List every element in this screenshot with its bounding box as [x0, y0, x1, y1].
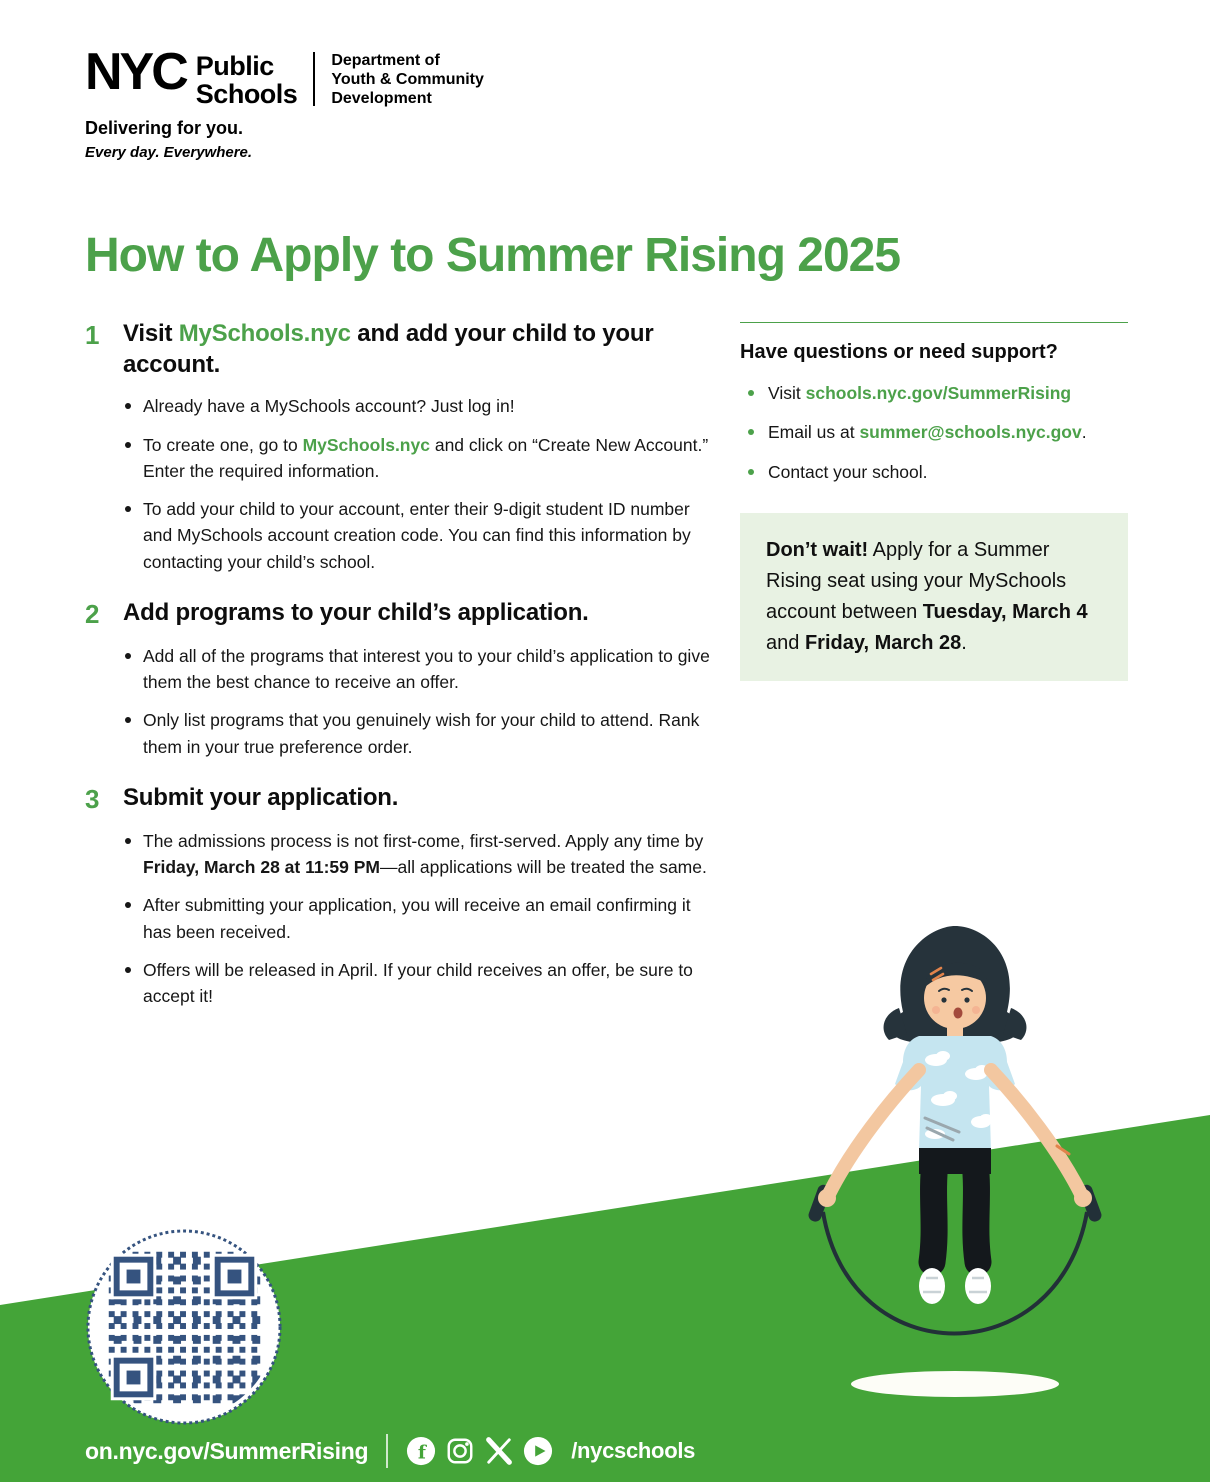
tagline: Delivering for you.	[85, 117, 244, 138]
text-segment: Already have a MySchools account? Just log in!	[143, 396, 515, 417]
link-text[interactable]: MySchools.nyc	[302, 434, 430, 455]
text-segment: To add your child to your account, enter their 9-digit student ID number and MySchools account creation code. You can find this information by contacting your child’s school.	[143, 499, 691, 572]
link-text[interactable]: schools.nyc.gov/SummerRising	[805, 383, 1072, 403]
step-1-bullets	[85, 393, 715, 575]
text-segment: Friday, March 28	[804, 631, 962, 654]
text-segment: Apply for a Summer Rising seat using your MySchools account between	[766, 538, 1067, 623]
footer-divider	[386, 1434, 388, 1468]
text-segment: Visit	[768, 383, 806, 403]
text-segment: Visit	[123, 320, 179, 347]
steps-column	[85, 318, 715, 1031]
step-number: 3	[85, 783, 100, 814]
department-text	[331, 50, 484, 109]
dept-line: Youth & Community	[331, 70, 484, 88]
public-word: Public	[195, 51, 274, 81]
facebook-icon[interactable]	[406, 1436, 436, 1466]
text-segment: Submit your application.	[123, 783, 399, 811]
step-heading	[123, 318, 675, 380]
support-contact-school	[742, 459, 1128, 485]
support-sidebar	[740, 322, 1128, 681]
jump-rope-girl-illustration	[795, 912, 1115, 1417]
qr-code	[85, 1228, 283, 1426]
text-segment: and click on “Create New Account.” Enter the required information.	[143, 434, 709, 481]
instagram-icon[interactable]	[445, 1436, 475, 1466]
bullet-item	[123, 892, 715, 945]
nyc-logo-text: NYC	[85, 43, 186, 101]
bullet-item	[123, 957, 715, 1010]
step-1	[85, 318, 715, 575]
text-segment: Add all of the programs that interest you to your child’s application to give them the best chance to receive an offer.	[143, 645, 710, 693]
step-2	[85, 597, 715, 760]
schools-word: Schools	[195, 78, 298, 109]
link-text[interactable]: MySchools.nyc	[178, 320, 351, 347]
text-segment: and	[766, 631, 805, 654]
qr-code-graphic	[85, 1228, 283, 1426]
text-segment: Email us at	[768, 422, 860, 443]
bullet-item	[123, 707, 715, 760]
step-heading	[123, 597, 589, 630]
svg-text:f: f	[418, 1441, 427, 1464]
footer-url[interactable]: on.nyc.gov/SummerRising	[85, 1437, 369, 1464]
text-segment: Friday, March 28 at 11:59 PM	[143, 857, 381, 878]
social-handle: /nycschools	[571, 1438, 696, 1463]
nyc-public-schools-logo	[85, 43, 484, 161]
text-segment: Don’t wait!	[766, 538, 869, 561]
step-2-bullets	[85, 643, 715, 760]
youtube-icon[interactable]	[523, 1436, 553, 1466]
text-segment: .	[1081, 422, 1087, 443]
dept-line: Department of	[331, 52, 440, 69]
text-segment: Contact your school.	[768, 461, 928, 482]
jump-rope-girl-graphic	[795, 912, 1115, 1417]
support-link-website[interactable]	[742, 380, 1128, 406]
bullet-item	[123, 643, 715, 696]
text-segment: Offers will be released in April. If your child receives an offer, be sure to accept it!	[143, 959, 693, 1007]
x-icon[interactable]	[484, 1436, 514, 1466]
text-segment: .	[961, 631, 967, 654]
deadline-callout	[740, 513, 1128, 681]
text-segment: To create one, go to	[143, 434, 303, 455]
step-3-bullets	[85, 828, 715, 1010]
bullet-item	[123, 393, 715, 419]
bullet-item	[123, 828, 715, 881]
link-text[interactable]: summer@schools.nyc.gov	[859, 422, 1082, 443]
support-links	[740, 380, 1128, 485]
logo-divider	[313, 52, 315, 106]
dept-line: Development	[331, 89, 432, 107]
text-segment: —all applications will be treated the same.	[380, 857, 707, 878]
public-schools-text	[196, 50, 298, 108]
text-segment: The admissions process is not first-come, first-served. Apply any time by	[143, 830, 704, 851]
text-segment: Add programs to your child’s application.	[123, 598, 589, 626]
bullet-item	[123, 432, 715, 485]
text-segment: Tuesday, March 4	[922, 600, 1088, 623]
footer	[85, 1430, 695, 1472]
sidebar-heading: Have questions or need support?	[740, 341, 1058, 363]
step-number: 1	[85, 320, 100, 350]
support-link-email[interactable]	[742, 419, 1128, 445]
page-title: How to Apply to Summer Rising 2025	[85, 229, 901, 282]
step-heading	[123, 782, 398, 815]
text-segment: and add your child to your account.	[123, 320, 654, 379]
bullet-item	[123, 496, 715, 575]
social-icons	[406, 1436, 553, 1466]
step-3	[85, 782, 715, 1010]
sub-tagline: Every day. Everywhere.	[85, 143, 253, 161]
sidebar-rule	[740, 322, 1128, 323]
step-number: 2	[85, 598, 100, 629]
text-segment: Only list programs that you genuinely wish for your child to attend. Rank them in your true preference order.	[143, 710, 700, 757]
text-segment: After submitting your application, you will receive an email confirming it has been received.	[143, 895, 691, 942]
